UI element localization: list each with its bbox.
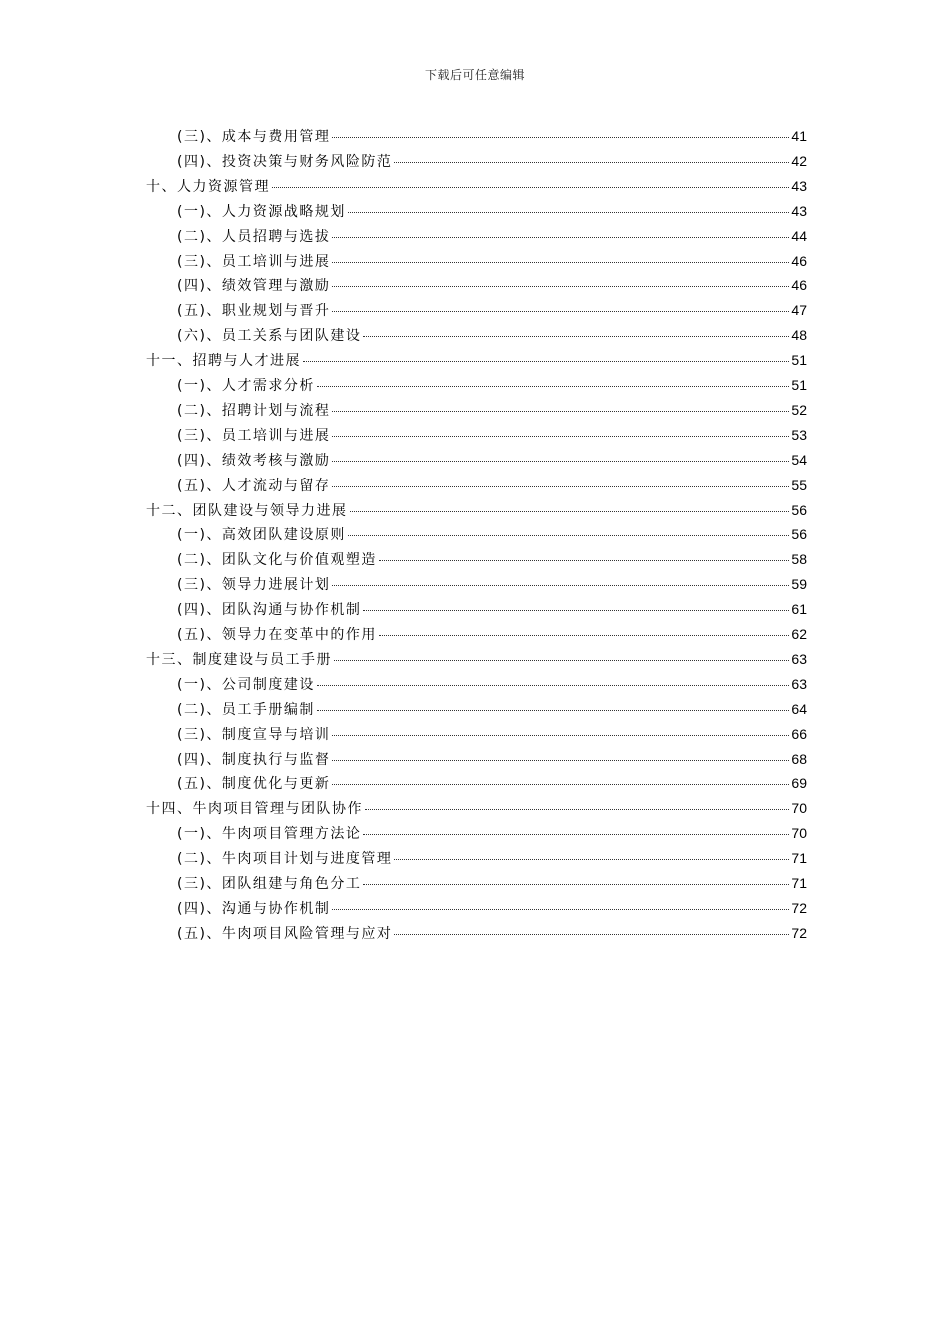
toc-dot-leader (332, 735, 789, 736)
toc-entry-label: (一)、牛肉项目管理方法论 (177, 826, 362, 843)
toc-entry[interactable] (177, 475, 807, 500)
toc-entry-label: (五)、人才流动与留存 (177, 477, 331, 494)
toc-dot-leader (394, 934, 789, 935)
toc-entry[interactable] (146, 649, 807, 674)
toc-entry[interactable] (177, 873, 807, 898)
toc-entry-page-number: 51 (791, 377, 807, 393)
toc-entry-label: (四)、沟通与协作机制 (177, 900, 331, 917)
toc-entry-page-number: 61 (791, 601, 807, 618)
toc-entry-page-number: 64 (791, 700, 807, 717)
toc-entry-page-number: 55 (791, 476, 807, 493)
toc-entry-label: (五)、制度优化与更新 (177, 776, 331, 793)
toc-dot-leader (365, 809, 789, 810)
toc-entry-page-number: 56 (791, 526, 807, 543)
toc-dot-leader (332, 262, 789, 263)
toc-entry[interactable] (177, 749, 807, 774)
toc-dot-leader (332, 286, 789, 287)
toc-dot-leader (317, 386, 789, 387)
toc-entry[interactable] (177, 325, 807, 350)
toc-entry-page-number: 46 (791, 252, 807, 269)
toc-entry[interactable] (177, 923, 807, 948)
toc-entry-label: (二)、团队文化与价值观塑造 (177, 552, 377, 569)
toc-entry[interactable] (177, 450, 807, 475)
toc-dot-leader (332, 411, 789, 412)
toc-entry-label: (五)、牛肉项目风险管理与应对 (177, 925, 393, 942)
toc-entry-page-number: 63 (791, 675, 807, 692)
toc-entry-page-number: 46 (791, 277, 807, 294)
toc-entry[interactable] (177, 574, 807, 599)
toc-dot-leader (348, 535, 789, 536)
toc-entry[interactable] (177, 674, 807, 699)
toc-entry-label: (六)、员工关系与团队建设 (177, 328, 362, 345)
page-header: 下载后可任意编辑 (424, 68, 525, 82)
toc-entry-label: (四)、绩效管理与激励 (177, 278, 331, 295)
toc-entry-label: (五)、领导力在变革中的作用 (177, 627, 377, 643)
toc-dot-leader (332, 311, 789, 312)
toc-dot-leader (379, 635, 789, 636)
toc-entry[interactable] (177, 375, 807, 400)
toc-entry-page-number: 68 (791, 750, 807, 767)
toc-entry-label: (四)、投资决策与财务风险防范 (177, 153, 393, 170)
toc-entry[interactable] (177, 724, 807, 749)
toc-entry-page-number: 70 (791, 825, 807, 842)
toc-entry-page-number: 72 (791, 899, 807, 916)
toc-entry[interactable] (177, 425, 807, 450)
toc-dot-leader (332, 585, 789, 586)
toc-entry-label: (三)、员工培训与进展 (177, 427, 331, 444)
toc-entry[interactable] (177, 400, 807, 425)
toc-entry-page-number: 47 (791, 302, 807, 319)
toc-entry-page-number: 72 (791, 924, 807, 941)
toc-dot-leader (394, 162, 789, 163)
toc-dot-leader (379, 560, 789, 561)
toc-entry-label: (三)、制度宣导与培训 (177, 726, 331, 743)
toc-entry-page-number: 53 (791, 426, 807, 443)
toc-entry-page-number: 51 (791, 352, 807, 369)
toc-entry[interactable] (177, 275, 807, 300)
toc-entry-label: (二)、人员招聘与选拔 (177, 228, 331, 245)
toc-entry-page-number: 63 (791, 650, 807, 667)
toc-entry[interactable] (177, 823, 807, 848)
toc-dot-leader (334, 660, 789, 661)
toc-entry-label: (四)、团队沟通与协作机制 (177, 602, 362, 619)
toc-entry-label: 十一、招聘与人才进展 (146, 353, 301, 370)
toc-dot-leader (272, 187, 789, 188)
toc-entry-label: (三)、团队组建与角色分工 (177, 876, 362, 892)
toc-entry-label: (三)、员工培训与进展 (177, 253, 331, 270)
toc-entry-page-number: 43 (791, 202, 807, 219)
toc-dot-leader (332, 436, 789, 437)
toc-entry[interactable] (146, 176, 807, 201)
toc-dot-leader (332, 237, 789, 238)
toc-dot-leader (363, 834, 789, 835)
toc-dot-leader (332, 784, 789, 785)
toc-entry-page-number: 42 (791, 152, 807, 169)
toc-dot-leader (332, 760, 789, 761)
toc-entry-page-number: 71 (791, 875, 807, 891)
toc-entry-page-number: 41 (791, 128, 807, 144)
toc-entry-page-number: 71 (791, 850, 807, 867)
toc-entry-label: (二)、牛肉项目计划与进度管理 (177, 851, 393, 868)
toc-dot-leader (303, 361, 789, 362)
toc-entry[interactable] (177, 151, 807, 176)
toc-entry-label: 十、人力资源管理 (146, 178, 270, 195)
toc-entry-label: 十四、牛肉项目管理与团队协作 (146, 801, 363, 818)
toc-entry-label: (一)、高效团队建设原则 (177, 527, 346, 544)
toc-entry[interactable] (177, 898, 807, 923)
toc-dot-leader (332, 461, 789, 462)
toc-entry[interactable] (146, 798, 807, 823)
toc-entry[interactable] (177, 201, 807, 226)
toc-dot-leader (348, 212, 789, 213)
toc-entry-label: 十二、团队建设与领导力进展 (146, 502, 348, 519)
toc-entry[interactable] (177, 699, 807, 724)
toc-dot-leader (350, 511, 790, 512)
toc-entry[interactable] (177, 773, 807, 798)
toc-entry-label: (一)、公司制度建设 (177, 676, 315, 693)
toc-entry-label: (四)、制度执行与监督 (177, 751, 331, 768)
toc-dot-leader (394, 859, 789, 860)
toc-entry[interactable] (177, 126, 807, 151)
toc-entry-page-number: 54 (791, 451, 807, 468)
toc-entry[interactable] (146, 350, 807, 375)
toc-entry-page-number: 43 (791, 177, 807, 194)
toc-entry[interactable] (177, 300, 807, 325)
toc-entry-label: (一)、人才需求分析 (177, 378, 315, 394)
toc-entry[interactable] (177, 848, 807, 873)
toc-dot-leader (317, 685, 789, 686)
toc-entry-page-number: 44 (791, 227, 807, 244)
toc-entry-label: (二)、招聘计划与流程 (177, 402, 331, 419)
toc-entry-label: (二)、员工手册编制 (177, 701, 315, 718)
toc-entry-label: (五)、职业规划与晋升 (177, 303, 331, 320)
toc-entry-page-number: 70 (791, 800, 807, 817)
toc-entry[interactable] (177, 549, 807, 574)
toc-entry[interactable] (146, 500, 807, 525)
toc-entry-label: (三)、领导力进展计划 (177, 577, 331, 594)
toc-entry-label: 十三、制度建设与员工手册 (146, 651, 332, 668)
toc-dot-leader (363, 884, 789, 885)
toc-dot-leader (332, 909, 789, 910)
toc-entry-page-number: 58 (791, 551, 807, 568)
toc-entry-page-number: 59 (791, 576, 807, 593)
toc-entry[interactable] (177, 524, 807, 549)
toc-entry-label: (三)、成本与费用管理 (177, 129, 331, 145)
toc-entry[interactable] (177, 624, 807, 649)
toc-dot-leader (363, 336, 789, 337)
toc-entry[interactable] (177, 251, 807, 276)
toc-entry[interactable] (177, 226, 807, 251)
toc-entry-page-number: 52 (791, 401, 807, 418)
toc-entry-page-number: 66 (791, 725, 807, 742)
toc-dot-leader (317, 710, 789, 711)
toc-entry-label: (一)、人力资源战略规划 (177, 203, 346, 220)
toc-entry-page-number: 62 (791, 626, 807, 642)
toc-entry-page-number: 69 (791, 775, 807, 792)
toc-dot-leader (332, 137, 789, 138)
toc-dot-leader (332, 486, 789, 487)
toc-dot-leader (363, 610, 789, 611)
toc-entry[interactable] (177, 599, 807, 624)
toc-entry-page-number: 56 (791, 501, 807, 518)
toc-entry-label: (四)、绩效考核与激励 (177, 452, 331, 469)
toc-entry-page-number: 48 (791, 327, 807, 344)
